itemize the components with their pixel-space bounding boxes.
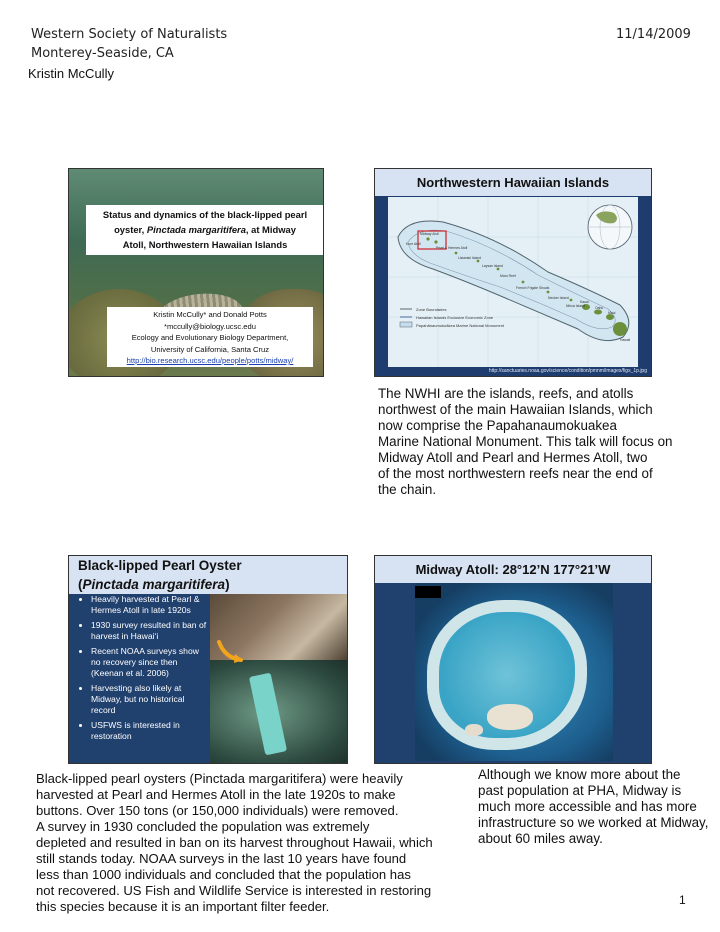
nwhi-map-graphic bbox=[388, 197, 638, 367]
map-label: Midway Atoll bbox=[420, 232, 439, 236]
title-text: oyster, bbox=[114, 224, 147, 235]
map-label: Hawaii bbox=[620, 338, 631, 342]
header-author: Kristin McCully bbox=[28, 66, 114, 81]
map-label: Laysan Island bbox=[482, 264, 503, 268]
author-email: *mccully@biology.ucsc.edu bbox=[164, 321, 256, 331]
map-label: Necker Island bbox=[548, 296, 569, 300]
project-link[interactable]: http://bio.research.ucsc.edu/people/potts/midway/ bbox=[126, 356, 294, 365]
slide-1-author-box bbox=[107, 307, 313, 367]
map-label: French Frigate Shoals bbox=[516, 286, 550, 290]
department: Ecology and Evolutionary Biology Department, bbox=[131, 333, 289, 342]
map-label: Nihoa Island bbox=[566, 304, 585, 308]
slide-4-midway bbox=[374, 555, 652, 764]
notes-slide-2: The NWHI are the islands, reefs, and atolls northwest of the main Hawaiian Islands, which now comprise the Papahanaumokuakea Marine National Monument. This talk will focus on Midway Atoll and Pearl and Hermes Atoll, two of the most northwestern reefs near the end of the chain. bbox=[378, 386, 673, 497]
map-label: Kure Atoll bbox=[406, 242, 421, 246]
slide-3-title bbox=[69, 556, 348, 594]
map-label: Pearl & Hermes Atoll bbox=[436, 246, 468, 250]
map-label: Lisianski Island bbox=[458, 256, 481, 260]
slide-1-title bbox=[68, 168, 324, 377]
slide-3-oyster bbox=[68, 555, 348, 764]
notes-slide-4: Although we know more about the past population at PHA, Midway is much more accessible and has more infrastructure so we worked at Midway, about 60 miles away. bbox=[478, 767, 709, 846]
university: University of California, Santa Cruz bbox=[150, 344, 270, 354]
header-org: Western Society of Naturalists bbox=[31, 27, 228, 42]
slide-2-map bbox=[374, 168, 652, 377]
map-label: Kauai bbox=[580, 300, 589, 304]
map-label: Oahu bbox=[595, 306, 604, 310]
header-date: 11/14/2009 bbox=[616, 27, 691, 42]
species-name: Pinctada margaritifera bbox=[82, 577, 226, 592]
bullet-item: • Heavily harvested at Pearl & Hermes Atoll in late 1920s bbox=[91, 594, 209, 616]
header-location: Monterey-Seaside, CA bbox=[31, 46, 174, 61]
title-line: Black-lipped Pearl Oyster bbox=[78, 558, 242, 573]
map-label: Maui bbox=[608, 311, 616, 315]
title-paren: ( bbox=[78, 577, 83, 592]
legend-text: Zone Boundaries bbox=[416, 307, 447, 312]
title-line bbox=[78, 575, 348, 594]
eastern-island bbox=[465, 724, 483, 736]
bullet-item: • Harvesting also likely at Midway, but no historical record bbox=[91, 683, 209, 716]
title-line: Atoll, Northwestern Hawaiian Islands bbox=[122, 239, 288, 250]
title-text: , at Midway bbox=[245, 224, 296, 235]
slide-4-title: Midway Atoll: 28°12’N 177°21’W bbox=[375, 556, 651, 583]
slide-1-title-box bbox=[86, 205, 324, 255]
sand-island bbox=[487, 704, 533, 730]
bullet-list bbox=[69, 594, 209, 746]
legend-text: Hawaiian Islands Exclusive Economic Zone bbox=[416, 315, 494, 320]
species-name: Pinctada margaritifera bbox=[146, 224, 246, 235]
map-source-url: http://sanctuaries.noaa.gov/science/condition/pmnm/images/figs_1p.jpg bbox=[488, 368, 647, 374]
legend-text: Papahānaumokuākea Marine National Monument bbox=[416, 323, 505, 328]
title-line: Status and dynamics of the black-lipped pearl bbox=[102, 209, 308, 220]
page-number: 1 bbox=[679, 893, 686, 907]
authors: Kristin McCully* and Donald Potts bbox=[153, 310, 267, 319]
bullet-item: • USFWS is interested in restoration bbox=[91, 720, 209, 742]
nwhi-map bbox=[388, 197, 638, 367]
bullet-item: • 1930 survey resulted in ban of harvest in Hawai‘i bbox=[91, 620, 209, 642]
title-paren: ) bbox=[225, 577, 230, 592]
arrow-icon bbox=[215, 638, 245, 664]
bullet-item: • Recent NOAA surveys show no recovery since then (Keenan et al. 2006) bbox=[91, 646, 209, 679]
title-line bbox=[86, 222, 324, 237]
notes-slide-3: Black-lipped pearl oysters (Pinctada margaritifera) were heavily harvested at Pearl and Hermes Atoll in the late 1920s to make buttons. Over 150 tons (or 150,000 individuals) were removed. A survey in 1930 concluded the population was extremely depleted and resulted in ban on its harvest throughout Hawaii, which still stands today. NOAA surveys in the last 10 years have found less than 1000 individuals and concluded that the population has not recovered. US Fish and Wildlife Service is interested in restoring this species because it is an important filter feeder. bbox=[36, 771, 433, 914]
photo-corner bbox=[415, 586, 441, 598]
map-label: Maro Reef bbox=[500, 274, 516, 278]
slide-2-title: Northwestern Hawaiian Islands bbox=[375, 169, 651, 196]
